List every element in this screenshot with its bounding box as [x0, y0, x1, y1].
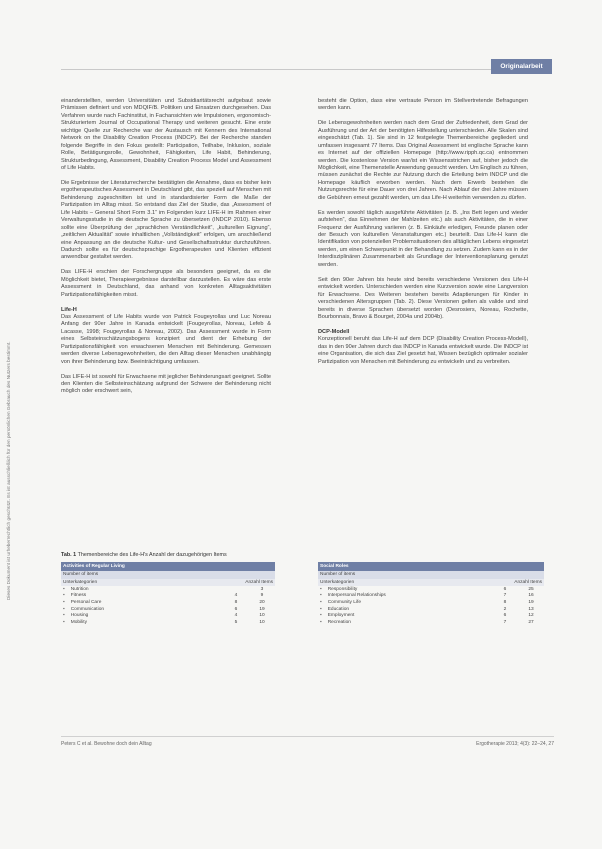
paragraph: einanderstellten, werden Universitäten und Subsidiaritätsrecht aufgebaut sowie Prämissen definiert und von MDQIF/B. Politiken und Einsatzen durchgesehen. Das Verfahren wurde nach Fachinstitut, in Fachansichten wie Impulsionen, ergonomisch-Strukturiertem Journal of Occupational Therapy und weiteren gesucht. Eine erste wichtige Quelle zur Recherche war der Austausch mit Kennern des International Network on the Disability Creation Process (INDCP). Bei der Recherche standen folgende Begriffe in den Fokus gestellt: Participation, Teilhabe, Inklusion, soziale Rolle, Betätigungsrolle, Gewohnheit, Fähigkeiten, Life Habit, Behinderung, Strukturbedingung, Assessment, Disability Creation Process Model und Assessment of Life Habits.	[61, 98, 271, 172]
row-subcount: 8	[503, 599, 507, 605]
right-column	[318, 98, 528, 373]
table-activities	[61, 562, 275, 626]
section-tab: Originalarbeit	[491, 59, 552, 74]
paragraph: Das LIFE-H ist sowohl für Erwachsene mit jeglicher Behinderungsart geeignet. Sollte den Klienten die Selbsteinschätzung aufgrund der Schwere der Behinderung nicht möglich oder erschwert sein,	[61, 373, 271, 395]
row-label: ▪ Fitness	[61, 593, 223, 600]
paragraph: Konzeptionell beruht das Life-H auf dem DCP (Disability Creation Process-Modell), das in den 90er Jahren durch das INDCP in Kanada entwickelt wurde. Die INDCP ist eine Organisation, die sich das Ziel gesetzt hat, Wissen bezüglich optimaler sozialer Partizipation von Menschen mit Behinderung zu entwickeln und zu verbreiten.	[318, 336, 528, 365]
column-count-label: Anzahl Items	[492, 579, 544, 587]
row-subcount: 5	[234, 619, 238, 625]
row-label: ▪ Housing	[61, 612, 223, 619]
row-subcount: 7	[503, 593, 507, 599]
row-item-count: 10	[259, 619, 265, 625]
row-label: ▪ Employment	[318, 612, 492, 619]
row-subcount	[223, 586, 249, 593]
table-row	[61, 619, 275, 626]
row-item-count: 9	[260, 593, 264, 599]
footer-journal: Ergotherapie 2013; 4(3): 22–24, 27	[476, 741, 554, 747]
row-item-count: 3	[260, 586, 264, 592]
row-subcount: 2	[503, 606, 507, 612]
row-subcount: 6	[503, 586, 507, 592]
row-label: ▪ Communication	[61, 606, 223, 613]
row-subcount: 6	[503, 613, 507, 619]
row-item-count: 16	[528, 593, 534, 599]
footer-citation: Peters C et al. Bewohne doch dein Alltag	[61, 741, 152, 747]
column-label: Unterkategorien	[318, 579, 492, 587]
paragraph: besteht die Option, dass eine vertraute Person im Stellvertretende Befragungen werden kann.	[318, 98, 528, 112]
table-row	[61, 586, 275, 593]
paragraph: Das LIFE-H erschien der Forschergruppe als besonders geeignet, da es die Möglichkeit bietet, Therapieergebnisse darstellbar darzustellen. Es wäre das erste Assessment in Deutschland, das anhand von konkreten Alltagsaktivitäten Partizipationsfähigkeiten misst.	[61, 269, 271, 298]
footer-rule	[61, 736, 554, 737]
table-row	[61, 593, 275, 600]
column-label: Unterkategorien	[61, 579, 223, 587]
table-social-roles	[318, 562, 544, 626]
table-header: Social Roles	[318, 562, 544, 571]
paragraph: Es werden sowohl täglich ausgeführte Aktivitäten (z. B. „Ins Bett legen und wieder aufstehen“, das Einnehmen der Mahlzeiten etc.) als auch Aktivitäten, die in einer Frequenz der Ausführung variieren (z. B. Einkäufe erledigen, Freunde planen oder der Besuch von kulturellen Veranstaltungen etc.) beurteilt. Das Life-H kann die Identifikation von potenziellen Problemsituationen des alltäglichen Lebens eingesetzt werden, um einen Schwerpunkt in der Behandlung zu setzen. Zudem kann es in der Interdisziplinären Zusammenarbeit als Grundlage der Interventionsplanung genutzt werden.	[318, 209, 528, 268]
copyright-margin-note	[6, 95, 16, 600]
left-column	[61, 98, 271, 403]
table-row	[318, 606, 544, 613]
row-item-count: 19	[528, 599, 534, 605]
table-row	[318, 586, 544, 593]
row-item-count: 12	[528, 613, 534, 619]
row-item-count: 25	[528, 586, 534, 592]
row-label: ▪ Recreation	[318, 619, 492, 626]
table-row	[61, 599, 275, 606]
table-row	[318, 593, 544, 600]
column-count-label: Anzahl Items	[223, 579, 275, 587]
row-subcount: 7	[503, 619, 507, 625]
table-subheader: Number of items	[318, 571, 544, 579]
paragraph: Die Ergebnisse der Literaturrecherche bestätigten die Annahme, dass es bisher kein ergotherapeutisches Assessment in Deutschland gibt, das speziell auf Menschen mit Behinderung zugeschnitten ist und in standardisierter Form die Maße der Partizipation im Alltag misst. So entstand das Ziel der Studie, das „Assessment of Life Habits – General Short Form 3.1“ im Folgenden kurz LIFE-H im Rahmen einer Verwaltungsstudie in die deutsche Sprache zu übersetzen (INDCP 2010). Ebenso sollte eine Überprüfung der „sprachlichen Verständlichkeit“, „kulturellen Eignung“, „zeitlichen Aktualität“ sowie inhaltlichen „Vollständigkeit“ erfolgen, um anschließend eine Anpassung an die deutsche Kultur- und Gesellschaftsstruktur durchzuführen. Dadurch sollte es für deutschsprachige Ergotherapeuten und Klienten effizient anwendbar gestaltet werden.	[61, 179, 271, 261]
row-label: ▪ Interpersonal Relationships	[318, 593, 492, 600]
row-subcount: 8	[234, 599, 238, 605]
row-item-count: 19	[259, 606, 265, 612]
table-caption	[61, 552, 227, 558]
row-subcount: 4	[234, 593, 238, 599]
table-header: Activities of Regular Living	[61, 562, 275, 571]
row-item-count: 10	[259, 613, 265, 619]
copyright-text: Dieses Dokument ist urheberrechtlich geschützt. Es ist ausschließlich für den persönlichen Gebrauch des Nutzers bestimmt.	[6, 341, 11, 600]
table-row	[318, 599, 544, 606]
paragraph: Das Assessment of Life Habits wurde von Patrick Fougeyrollas und Luc Noreau Anfang der 90er Jahre in Kanada entwickelt (Fougeyrollas, Noreau, Lefeb & Lacasse, 1998; Fougeyrollas & Noreau, 2002). Das Assessment wurde in Form eines Selbsteinschätzungsbogens konzipiert und dient der Erhebung der Partizipationsfähigkeit von erwachsenen Menschen mit Behinderung. Gemessen werden diverse Lebensgewohnheiten, die den Alltag dieser Menschen unabhängig von ihrer Behinderung bzw. Beeinträchtigung umfassen.	[61, 313, 271, 365]
table-subheader: Number of items	[61, 571, 275, 579]
section-heading: Life-H	[61, 306, 77, 313]
row-label: ▪ Community Life	[318, 599, 492, 606]
table-caption-label: Tab. 1	[61, 552, 77, 558]
table-caption-text: Themenbereiche des Life-H's Anzahl der dazugehörigen Items	[77, 552, 227, 558]
row-subcount: 6	[234, 606, 238, 612]
paragraph: Die Lebensgewohnheiten werden nach dem Grad der Zufriedenheit, dem Grad der Ausführung und der Art der benötigten Hilfestellung unterschieden. Alle Skalen sind eingeschätzt (Tab. 1). Sie sind in 12 festgelegte Themenbereiche gegliedert und umfassen insgesamt 77 Items. Das Original Assessment ist englische Sprache kann es Internet auf der offiziellen Homepage (http://www.ripph.qc.ca) entnommen werden. Die kostenlose Version war/ist ein Wissensstrichen auf, bisher jedoch die Möglichkeit, eine Themenstelle Anwendung gesucht werden. Um Englisch zu führen, müssen zunächst die Rechte zur Nutzung durch die Erteilung beim INDCP und die Homepage käuflich erworben werden. Nach dem Erwerb bestehen die Nutzungsrechte für eine Dauer von drei Jahren. Nach Ablauf der drei Jahre müssen die Gebühren erneut gezahlt werden, um das Life-H weiterhin verwenden zu dürfen.	[318, 120, 528, 201]
table-row	[318, 619, 544, 626]
row-item-count: 20	[259, 599, 265, 605]
header-rule	[61, 69, 491, 70]
row-item-count: 27	[528, 619, 534, 625]
row-label: ▪ Personal Care	[61, 599, 223, 606]
table-row	[61, 606, 275, 613]
row-label: ▪ Mobility	[61, 619, 223, 626]
paragraph: Seit den 90er Jahren bis heute sind bereits verschiedene Versionen des Life-H entwickelt worden. Unterschieden werden eine Kurzversion sowie eine Langversion für Erwachsene. Des Weiteren bestehen bereits Adaptierungen für Kinder in verschiedenen Altersgruppen (Tab. 2). Diese Versionen gelten als valide und sind bereits in diverse Sprachen übersetzt worden (Desrosiers, Noreau, Rochette, Bourbonnais, Bravo & Bourget, 2004a und 2004b).	[318, 276, 528, 320]
table-row	[61, 612, 275, 619]
row-subcount: 4	[234, 613, 238, 619]
table-row	[318, 612, 544, 619]
row-label: ▪ Nutrition	[61, 586, 223, 593]
section-heading: DCP-Modell	[318, 328, 350, 335]
row-item-count: 13	[528, 606, 534, 612]
row-label: ▪ Education	[318, 606, 492, 613]
row-label: ▪ Responsibility	[318, 586, 492, 593]
